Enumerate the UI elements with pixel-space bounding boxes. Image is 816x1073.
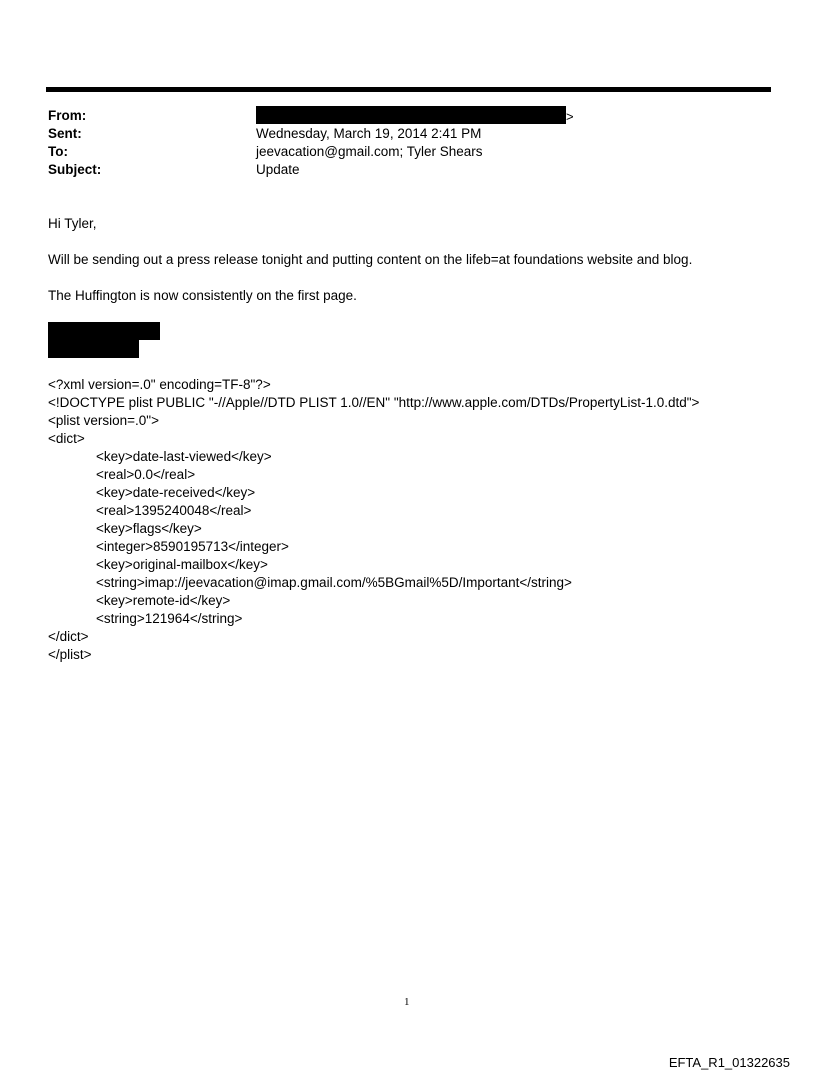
to-value: jeevacation@gmail.com; Tyler Shears bbox=[256, 144, 483, 159]
plist-line: <real>0.0</real> bbox=[96, 467, 196, 482]
to-label: To: bbox=[48, 144, 68, 159]
document-id: EFTA_R1_01322635 bbox=[668, 1055, 790, 1070]
subject-label: Subject: bbox=[48, 162, 102, 177]
from-label: From: bbox=[48, 108, 87, 123]
body-paragraph-1: Will be sending out a press release tonight and putting content on the lifeb=at foundations website and blog. bbox=[48, 252, 693, 267]
plist-line: <integer>8590195713</integer> bbox=[96, 539, 289, 554]
signature-redaction-1 bbox=[48, 322, 160, 340]
plist-line: <key>date-last-viewed</key> bbox=[96, 449, 272, 464]
header-rule bbox=[46, 87, 771, 92]
from-redaction bbox=[256, 106, 566, 124]
signature-redaction-2 bbox=[48, 340, 139, 358]
plist-line: <dict> bbox=[48, 431, 85, 446]
plist-line: <?xml version=.0" encoding=TF-8"?> bbox=[48, 377, 271, 392]
plist-line: <key>remote-id</key> bbox=[96, 593, 231, 608]
greeting: Hi Tyler, bbox=[48, 216, 97, 231]
page-number: 1 bbox=[404, 996, 410, 1008]
plist-line: <!DOCTYPE plist PUBLIC "-//Apple//DTD PLIST 1.0//EN" "http://www.apple.com/DTDs/PropertyList-1.0.dtd"> bbox=[48, 395, 700, 410]
plist-line: <real>1395240048</real> bbox=[96, 503, 252, 518]
plist-line: </plist> bbox=[48, 647, 92, 662]
plist-line: <plist version=.0"> bbox=[48, 413, 159, 428]
sent-value: Wednesday, March 19, 2014 2:41 PM bbox=[256, 126, 482, 141]
subject-value: Update bbox=[256, 162, 300, 177]
plist-line: <string>imap://jeevacation@imap.gmail.com/%5BGmail%5D/Important</string> bbox=[96, 575, 572, 590]
plist-line: <key>flags</key> bbox=[96, 521, 202, 536]
sent-label: Sent: bbox=[48, 126, 82, 141]
from-suffix: > bbox=[566, 109, 574, 124]
plist-line: <key>original-mailbox</key> bbox=[96, 557, 268, 572]
plist-line: <key>date-received</key> bbox=[96, 485, 256, 500]
plist-line: <string>121964</string> bbox=[96, 611, 243, 626]
plist-line: </dict> bbox=[48, 629, 89, 644]
body-paragraph-2: The Huffington is now consistently on the first page. bbox=[48, 288, 357, 303]
